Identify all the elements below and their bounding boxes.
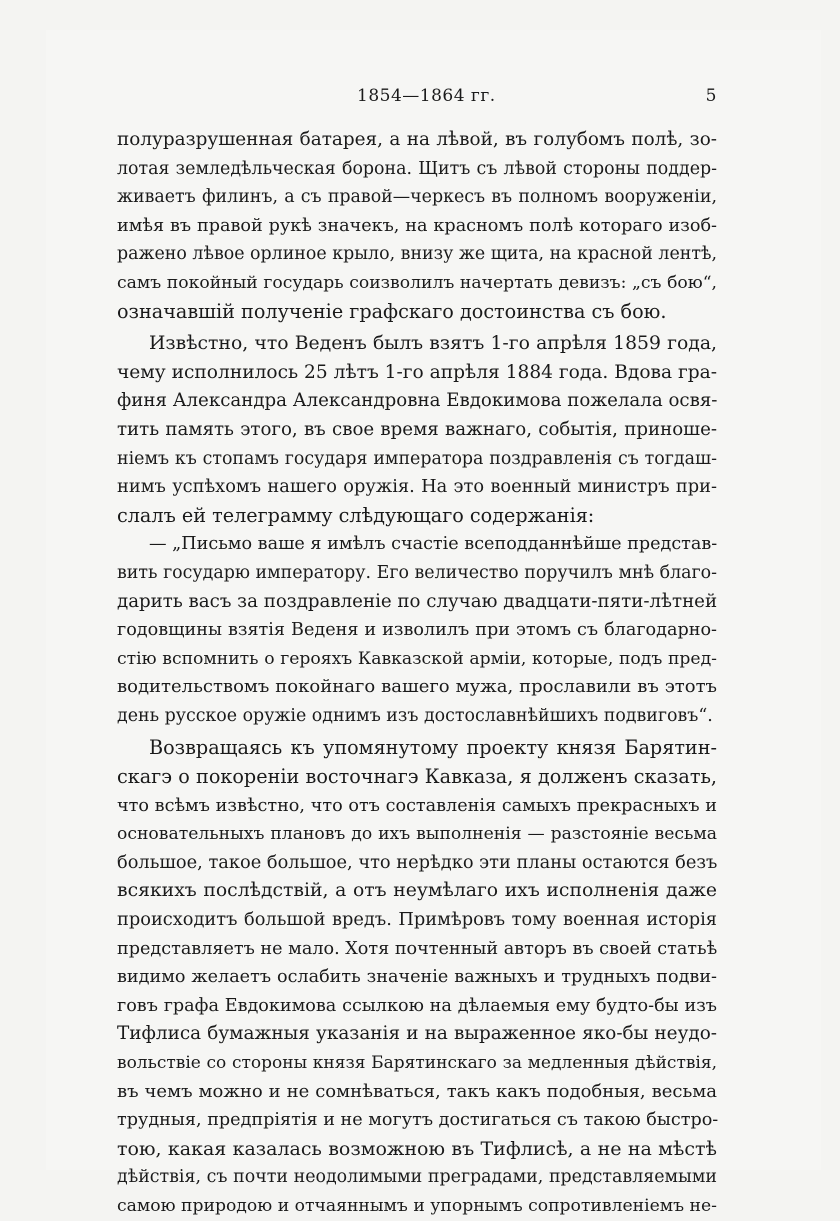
text-line: въ чемъ можно и не сомнѣваться, такъ какъ подобныя, весьма xyxy=(117,1080,717,1102)
text-line: Тифлиса бумажныя указанія и на выраженное яко-бы неудо- xyxy=(117,1023,717,1045)
text-line: день русское оружіе однимъ изъ достославнѣйшихъ подвиговъ“. xyxy=(117,705,713,726)
text-line: годовщины взятія Веденя и изволилъ при этомъ съ благодарно- xyxy=(117,620,717,641)
text-line: основательныхъ плановъ до ихъ выполненія — разстояніе весьма xyxy=(117,824,717,845)
text-line: тою, какая казалась возможною въ Тифлисѣ, а не на мѣстѣ xyxy=(117,1137,717,1160)
text-line: трудныя, предпріятія и не могутъ достигаться съ такою быстро- xyxy=(117,1110,719,1131)
text-line: видимо желаетъ ослабить значеніе важныхъ и трудныхъ подви- xyxy=(117,967,717,988)
text-line: самою природою и отчаяннымъ и упорнымъ сопротивленіемъ не- xyxy=(117,1195,717,1216)
page-header xyxy=(117,82,717,112)
text-line: ражено лѣвое орлиное крыло, внизу же щита, на красной лентѣ, xyxy=(117,244,717,265)
text-line: живаетъ филинъ, а съ правой—черкесъ въ полномъ вооруженіи, xyxy=(117,187,717,208)
text-line: лотая земледѣльческая борона. Щитъ съ лѣвой стороны поддер- xyxy=(117,158,717,179)
text-line: имѣя въ правой рукѣ значекъ, на красномъ полѣ котораго изоб- xyxy=(117,215,717,236)
text-line: Извѣстно, что Веденъ былъ взятъ 1-го апрѣля 1859 года, xyxy=(149,333,717,355)
text-line: нимъ успѣхомъ нашего оружія. На это военный министръ при- xyxy=(117,476,717,498)
text-line: слалъ ей телеграмму слѣдующаго содержанія: xyxy=(117,503,595,527)
text-line: Возвращаясь къ упомянутому проекту князя Барятин- xyxy=(149,736,717,760)
text-line: большое, такое большое, что нерѣдко эти планы остаются безъ xyxy=(117,851,718,873)
text-line: говъ графа Евдокимова ссылкою на дѣлаемыя ему будто-бы изъ xyxy=(117,995,717,1016)
text-line: вольствіе со стороны князя Барятинскаго за медленныя дѣйствія, xyxy=(117,1053,717,1073)
text-line: финя Александра Александровна Евдокимова пожелала освя- xyxy=(117,390,718,412)
text-line: скагэ о покореніи восточнагэ Кавказа, я долженъ сказать, xyxy=(117,765,717,789)
text-line: всякихъ послѣдствій, а отъ неумѣлаго ихъ исполненія даже xyxy=(117,880,717,902)
text-line: самъ покойный государь соизволилъ начертать девизъ: „съ бою“, xyxy=(117,272,717,293)
text-line: дарить васъ за поздравленіе по случаю двадцати-пяти-лѣтней xyxy=(117,590,718,612)
text-line: полуразрушенная батарея, а на лѣвой, въ голубомъ полѣ, зо- xyxy=(117,129,717,150)
text-line: вить государю императору. Его величество поручилъ мнѣ благо- xyxy=(117,562,717,583)
text-line: водительствомъ покойнаго вашего мужа, прославили въ этотъ xyxy=(117,676,717,698)
text-line: чему исполнилось 25 лѣтъ 1-го апрѣля 1884 года. Вдова гра- xyxy=(117,361,717,383)
body-text xyxy=(117,126,717,1221)
text-line: дѣйствія, съ почти неодолимыми преградами, представляемыми xyxy=(117,1167,717,1188)
text-line: ніемъ къ стопамъ государя императора поздравленія съ тогдаш- xyxy=(117,448,717,469)
text-line: означавшій полученіе графскаго достоинства съ бою. xyxy=(117,299,667,323)
text-line: представляетъ не мало. Хотя почтенный авторъ въ своей статьѣ xyxy=(117,938,718,959)
text-line: стію вспомнить о герояхъ Кавказской арміи, которые, подъ пред- xyxy=(117,648,717,669)
text-line: происходитъ большой вредъ. Примѣровъ тому военная исторія xyxy=(117,909,717,931)
page-number: 5 xyxy=(705,86,717,106)
running-title: 1854—1864 гг. xyxy=(357,86,496,106)
text-line: — „Письмо ваше я имѣлъ счастіе всеподданнѣйше представ- xyxy=(149,534,718,555)
text-line: что всѣмъ извѣстно, что отъ составленія самыхъ прекрасныхъ и xyxy=(117,795,717,816)
text-line: тить память этого, въ свое время важнаго, событія, приноше- xyxy=(117,418,717,440)
